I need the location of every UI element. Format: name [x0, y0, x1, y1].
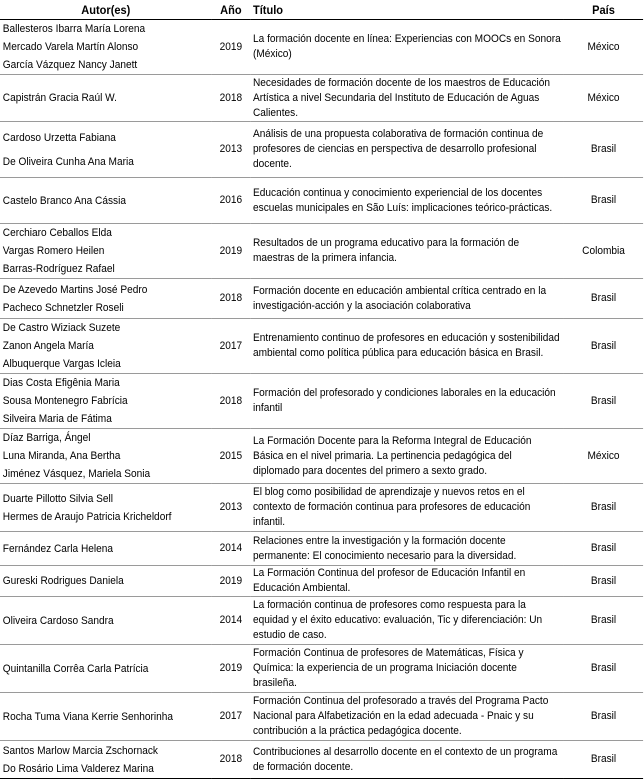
cell-autores — [0, 374, 212, 429]
cell-pais: Brasil — [564, 279, 643, 319]
cell-pais: Brasil — [564, 741, 643, 779]
author-name: Albuquerque Vargas Icleia — [2, 358, 121, 370]
author-name: Hermes de Araujo Patricia Kricheldorf — [2, 510, 172, 523]
cell-ano: 2019 — [212, 224, 251, 279]
author-name: Do Rosário Lima Valderez Marina — [2, 762, 154, 775]
table-row — [0, 693, 643, 741]
table-row — [0, 374, 643, 429]
cell-autores — [0, 319, 212, 374]
table-row — [0, 645, 643, 693]
cell-titulo: Relaciones entre la investigación y la formación docente permanente: El conocimiento necesario para la diversidad. — [250, 532, 564, 566]
author-name: Jiménez Vásquez, Mariela Sonia — [2, 468, 151, 480]
table-row — [0, 178, 643, 224]
table-body — [0, 20, 643, 779]
cell-pais: Brasil — [564, 122, 643, 178]
cell-titulo: Resultados de un programa educativo para la formación de maestras de la primera infancia. — [250, 224, 564, 279]
author-name: Díaz Barriga, Ángel — [2, 432, 91, 444]
cell-ano: 2014 — [212, 597, 251, 645]
cell-titulo: La formación docente en línea: Experiencias con MOOCs en Sonora (México) — [250, 20, 564, 75]
cell-autores — [0, 122, 212, 178]
cell-pais: Brasil — [564, 645, 643, 693]
author-name: De Azevedo Martins José Pedro — [2, 283, 148, 296]
author-name: Zanon Angela María — [2, 340, 94, 352]
author-name: Sousa Montenegro Fabrícia — [2, 395, 128, 407]
cell-pais: Brasil — [564, 693, 643, 741]
author-name: Cerchiaro Ceballos Elda — [2, 227, 112, 239]
author-name: Luna Miranda, Ana Bertha — [2, 450, 121, 462]
author-name: Dias Costa Efigênia Maria — [2, 377, 120, 389]
table-row — [0, 429, 643, 484]
cell-titulo: Educación continua y conocimiento experiencial de los docentes escuelas municipales en São Luís: implicaciones teórico-prácticas. — [250, 178, 564, 224]
cell-ano: 2018 — [212, 279, 251, 319]
cell-ano: 2013 — [212, 122, 251, 178]
cell-ano: 2019 — [212, 566, 251, 597]
table-row — [0, 122, 643, 178]
cell-ano: 2019 — [212, 20, 251, 75]
author-name: Cardoso Urzetta Fabiana — [2, 131, 116, 144]
author-name: Rocha Tuma Viana Kerrie Senhorinha — [2, 710, 174, 723]
cell-ano: 2013 — [212, 484, 251, 532]
table-row — [0, 224, 643, 279]
table-row — [0, 75, 643, 122]
cell-autores — [0, 693, 212, 741]
cell-pais: México — [564, 429, 643, 484]
author-name: Duarte Pillotto Silvia Sell — [2, 492, 114, 505]
cell-pais: Brasil — [564, 532, 643, 566]
cell-pais: México — [564, 20, 643, 75]
cell-autores — [0, 75, 212, 122]
cell-autores — [0, 741, 212, 779]
cell-autores — [0, 279, 212, 319]
table-row — [0, 279, 643, 319]
table-row — [0, 319, 643, 374]
table-row — [0, 532, 643, 566]
cell-ano: 2014 — [212, 532, 251, 566]
cell-ano: 2018 — [212, 75, 251, 122]
cell-pais: México — [564, 75, 643, 122]
table-row — [0, 741, 643, 779]
cell-autores — [0, 224, 212, 279]
cell-pais: Brasil — [564, 319, 643, 374]
author-name: Pacheco Schnetzler Roseli — [2, 301, 124, 314]
header-row — [0, 0, 643, 20]
cell-ano: 2018 — [212, 374, 251, 429]
cell-autores — [0, 597, 212, 645]
cell-autores — [0, 429, 212, 484]
cell-titulo: Formación docente en educación ambiental crítica centrado en la investigación-acción y la asociación colaborativa — [250, 279, 564, 319]
cell-titulo: Necesidades de formación docente de los maestros de Educación Artística a nivel Secundaria del Instituto de Educación de Aguas Calientes. — [250, 75, 564, 122]
author-name: Quintanilla Corrêa Carla Patrícia — [2, 662, 149, 675]
cell-autores — [0, 178, 212, 224]
author-name: Mercado Varela Martín Alonso — [2, 41, 139, 53]
author-name: Vargas Romero Heilen — [2, 245, 105, 257]
author-name: Ballesteros Ibarra María Lorena — [2, 23, 146, 35]
cell-autores — [0, 645, 212, 693]
cell-pais: Brasil — [564, 374, 643, 429]
author-name: Oliveira Cardoso Sandra — [2, 614, 114, 627]
cell-titulo: El blog como posibilidad de aprendizaje y nuevos retos en el contexto de formación continua para profesores de educación infantil. — [250, 484, 564, 532]
cell-titulo: La Formación Continua del profesor de Educación Infantil en Educación Ambiental. — [250, 566, 564, 597]
cell-titulo: Formación Continua de profesores de Matemáticas, Física y Química: la experiencia de un programa Iniciación docente brasileña. — [250, 645, 564, 693]
cell-titulo: Contribuciones al desarrollo docente en el contexto de un programa de formación docente. — [250, 741, 564, 779]
author-name: Gureski Rodrigues Daniela — [2, 575, 124, 587]
table-row — [0, 20, 643, 75]
author-name: Fernández Carla Helena — [2, 542, 114, 555]
header-titulo: Título — [250, 0, 564, 20]
cell-titulo: Análisis de una propuesta colaborativa de formación continua de profesores de ciencias en perspectiva de desarrollo profesional docente. — [250, 122, 564, 178]
table-row — [0, 566, 643, 597]
cell-ano: 2017 — [212, 319, 251, 374]
header-ano: Año — [212, 0, 251, 20]
cell-autores — [0, 20, 212, 75]
cell-titulo: Entrenamiento continuo de profesores en educación y sostenibilidad ambiental como política pública para educación básica en Brasil. — [250, 319, 564, 374]
table-row — [0, 484, 643, 532]
author-name: De Oliveira Cunha Ana Maria — [2, 155, 134, 168]
table-row — [0, 597, 643, 645]
cell-ano: 2019 — [212, 645, 251, 693]
author-name: De Castro Wiziack Suzete — [2, 322, 121, 334]
author-name: García Vázquez Nancy Janett — [2, 59, 138, 71]
cell-pais: Brasil — [564, 566, 643, 597]
cell-titulo: La Formación Docente para la Reforma Integral de Educación Básica en el nivel primaria. La pertinencia pedagógica del diplomado para docentes del primero a sexto grado. — [250, 429, 564, 484]
author-name: Santos Marlow Marcia Zschornack — [2, 744, 158, 757]
cell-autores — [0, 532, 212, 566]
cell-ano: 2016 — [212, 178, 251, 224]
cell-ano: 2018 — [212, 741, 251, 779]
cell-autores — [0, 566, 212, 597]
header-autor: Autor(es) — [0, 0, 212, 20]
cell-pais: Brasil — [564, 484, 643, 532]
cell-pais: Brasil — [564, 178, 643, 224]
cell-ano: 2017 — [212, 693, 251, 741]
cell-titulo: La formación continua de profesores como respuesta para la equidad y el éxito educativo: evaluación, Tic y diferenciación: Un estudio de caso. — [250, 597, 564, 645]
author-name: Barras-Rodríguez Rafael — [2, 263, 115, 275]
cell-pais: Brasil — [564, 597, 643, 645]
author-name: Castelo Branco Ana Cássia — [2, 194, 126, 207]
author-name: Capistrán Gracia Raúl W. — [2, 92, 117, 104]
cell-pais: Colombia — [564, 224, 643, 279]
cell-autores — [0, 484, 212, 532]
cell-ano: 2015 — [212, 429, 251, 484]
cell-titulo: Formación del profesorado y condiciones laborales en la educación infantil — [250, 374, 564, 429]
header-pais: País — [564, 0, 643, 20]
author-name: Silveira Maria de Fátima — [2, 413, 112, 425]
cell-titulo: Formación Continua del profesorado a través del Programa Pacto Nacional para Alfabetización en la edad adecuada - Pnaic y su contribución a la práctica pedagógica docente. — [250, 693, 564, 741]
